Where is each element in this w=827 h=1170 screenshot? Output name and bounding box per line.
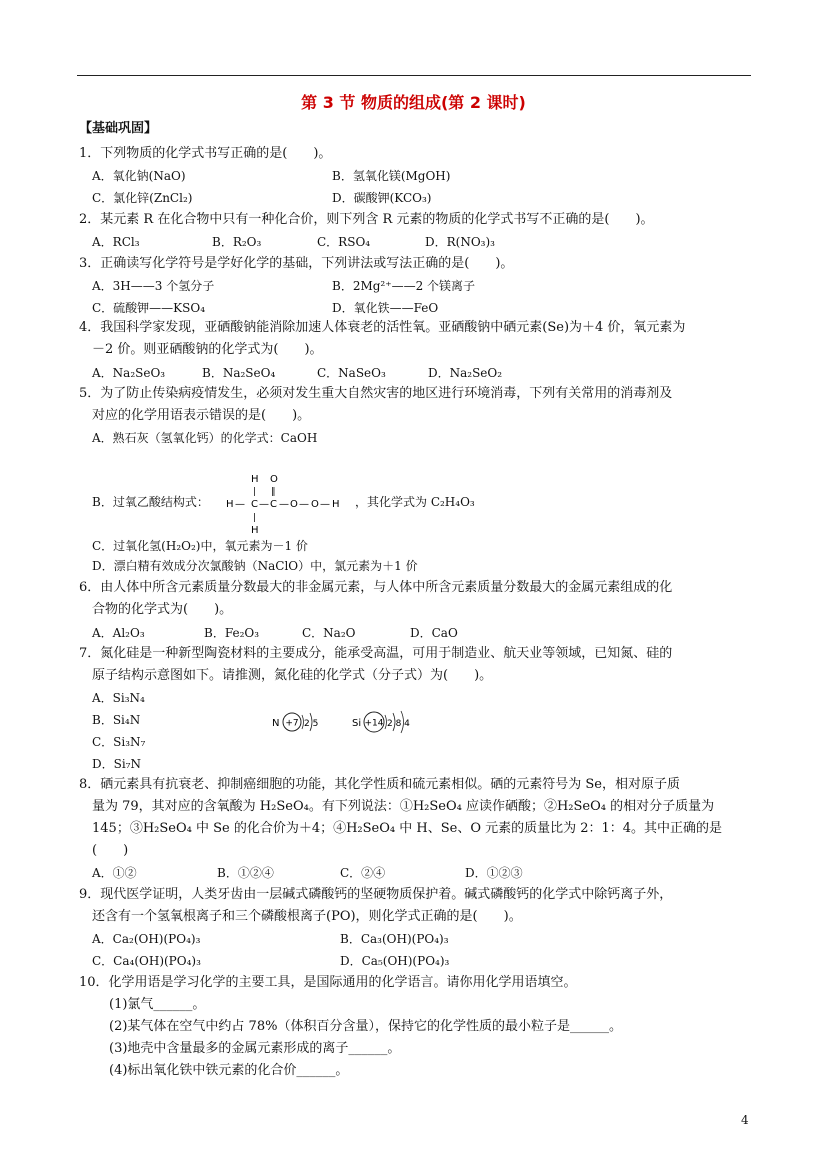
struct-c-2: C bbox=[270, 499, 277, 510]
q1-stem: 1．下列物质的化学式书写正确的是( )。 bbox=[79, 146, 332, 161]
q3-option-a: A．3H——3 个氢分子 bbox=[92, 279, 215, 293]
q2-stem: 2．某元素 R 在化合物中只有一种化合价，则下列含 R 元素的物质的化学式书写不正确的是( )。 bbox=[79, 212, 654, 227]
q8-option-c: C．②④ bbox=[340, 866, 386, 880]
page-number: 4 bbox=[741, 1113, 749, 1127]
struct-bond-bottom: | bbox=[253, 513, 257, 523]
section-heading: 【基础巩固】 bbox=[79, 121, 158, 136]
q9-stem-line2: 还含有一个氢氧根离子和三个磷酸根离子(PO)，则化学式正确的是( )。 bbox=[92, 909, 522, 924]
q10-part3: (3)地壳中含量最多的金属元素形成的离子______。 bbox=[109, 1041, 401, 1056]
struct-h-bottom: H bbox=[251, 525, 259, 536]
q9-stem-line1: 9．现代医学证明，人类牙齿由一层碱式磷酸钙的坚硬物质保护着。碱式磷酸钙的化学式中除钙离子外， bbox=[79, 887, 673, 902]
struct-dash-5: — bbox=[320, 499, 330, 510]
q4-stem-line2: －2 价。则亚硒酸钠的化学式为( )。 bbox=[92, 342, 323, 357]
q4-option-c: C．NaSeO₃ bbox=[317, 366, 386, 380]
struct-dash-3: — bbox=[279, 499, 289, 510]
q6-stem-line2: 合物的化学式为( )。 bbox=[92, 602, 233, 617]
q10-stem: 10．化学用语是学习化学的主要工具，是国际通用的化学语言。请你用化学用语填空。 bbox=[79, 975, 577, 990]
struct-h-right: H bbox=[332, 499, 340, 510]
q4-stem-line1: 4．我国科学家发现，亚硒酸钠能消除加速人体衰老的活性氧。亚硒酸钠中硒元素(Se)为＋4 价，氧元素为 bbox=[79, 320, 686, 335]
q8-option-b: B．①②④ bbox=[217, 866, 274, 880]
q1-option-d: D．碳酸钾(KCO₃) bbox=[332, 191, 432, 205]
q8-line2: 量为 79，其对应的含氧酸为 H₂SeO₄。有下列说法：①H₂SeO₄ 应读作硒酸；②H₂SeO₄ 的相对分子质量为 bbox=[92, 799, 715, 814]
q8-option-d: D．①②③ bbox=[465, 866, 523, 880]
q7-option-b: B．Si₄N bbox=[92, 713, 141, 727]
q5-option-d: D．漂白精有效成分次氯酸钠（NaClO）中，氯元素为＋1 价 bbox=[92, 559, 418, 573]
struct-c-1: C bbox=[251, 499, 258, 510]
q5-option-c: C．过氧化氢(H₂O₂)中，氧元素为－1 价 bbox=[92, 539, 308, 553]
struct-double-bond: ‖ bbox=[271, 487, 276, 497]
q10-part1: (1)氯气______。 bbox=[109, 997, 206, 1012]
q5-option-a: A．熟石灰（氢氧化钙）的化学式：CaOH bbox=[92, 431, 318, 445]
n-electron-shells: 2 5 bbox=[304, 719, 319, 729]
q8-line4: ( ) bbox=[92, 843, 129, 858]
atomic-structure-diagrams bbox=[270, 703, 420, 739]
q4-option-a: A．Na₂SeO₃ bbox=[92, 366, 166, 380]
q10-part2: (2)某气体在空气中约占 78%（体积百分含量），保持它的化学性质的最小粒子是______。 bbox=[109, 1019, 622, 1034]
q7-stem-line2: 原子结构示意图如下。请推测，氮化硅的化学式（分子式）为( )。 bbox=[92, 668, 493, 683]
q7-option-a: A．Si₃N₄ bbox=[92, 691, 145, 705]
struct-h-top: H bbox=[251, 474, 259, 485]
q6-option-a: A．Al₂O₃ bbox=[92, 626, 145, 640]
q3-option-d: D．氧化铁——FeO bbox=[332, 301, 439, 315]
q5-stem-line1: 5．为了防止传染病疫情发生，必须对发生重大自然灾害的地区进行环境消毒，下列有关常用的消毒剂及 bbox=[79, 386, 673, 401]
struct-o-1: O bbox=[290, 499, 298, 510]
q5-stem-line2: 对应的化学用语表示错误的是( )。 bbox=[92, 408, 311, 423]
struct-o-top: O bbox=[270, 474, 278, 485]
q3-option-b: B．2Mg²⁺——2 个镁离子 bbox=[332, 279, 476, 293]
q4-option-d: D．Na₂SeO₂ bbox=[428, 366, 503, 380]
q6-option-d: D．CaO bbox=[410, 626, 458, 640]
n-symbol: N bbox=[272, 718, 280, 729]
q8-option-a: A．①② bbox=[92, 866, 137, 880]
q1-option-b: B．氢氧化镁(MgOH) bbox=[332, 169, 451, 183]
q6-option-b: B．Fe₂O₃ bbox=[204, 626, 260, 640]
page-title: 第 3 节 物质的组成(第 2 课时) bbox=[301, 93, 526, 112]
struct-dash-1: — bbox=[235, 499, 245, 510]
si-nucleus-charge: +14 bbox=[364, 718, 384, 729]
q10-part4: (4)标出氧化铁中铁元素的化合价______。 bbox=[109, 1063, 349, 1078]
q8-line1: 8．硒元素具有抗衰老、抑制癌细胞的功能，其化学性质和硫元素相似。硒的元素符号为 Se，相对原子质 bbox=[79, 777, 681, 792]
si-electron-shells: 2 8 4 bbox=[387, 719, 410, 729]
q1-option-c: C．氯化锌(ZnCl₂) bbox=[92, 191, 193, 205]
q7-option-d: D．Si₇N bbox=[92, 757, 141, 771]
header-rule bbox=[77, 75, 751, 76]
q1-option-a: A．氧化钠(NaO) bbox=[92, 169, 186, 183]
q2-option-c: C．RSO₄ bbox=[317, 235, 371, 249]
silicon-atom-diagram bbox=[352, 711, 410, 733]
q3-option-c: C．硫酸钾——KSO₄ bbox=[92, 301, 206, 315]
q9-option-b: B．Ca₃(OH)(PO₄)₃ bbox=[340, 932, 449, 946]
nitrogen-atom-diagram bbox=[272, 713, 318, 731]
si-symbol: Si bbox=[352, 718, 362, 729]
q6-option-c: C．Na₂O bbox=[302, 626, 356, 640]
q2-option-d: D．R(NO₃)₃ bbox=[425, 235, 495, 249]
q5-option-b-suffix: ，其化学式为 C₂H₄O₃ bbox=[355, 495, 475, 509]
q6-stem-line1: 6．由人体中所含元素质量分数最大的非金属元素，与人体中所含元素质量分数最大的金属元素组成的化 bbox=[79, 580, 673, 595]
n-nucleus-charge: +7 bbox=[285, 718, 299, 729]
q7-stem-line1: 7．氮化硅是一种新型陶瓷材料的主要成分，能承受高温，可用于制造业、航天业等领域，已知氮、硅的 bbox=[79, 646, 673, 661]
struct-h-left: H bbox=[226, 499, 234, 510]
q8-line3: 145；③H₂SeO₄ 中 Se 的化合价为＋4；④H₂SeO₄ 中 H、Se、O 元素的质量比为 2：1：4。其中正确的是 bbox=[92, 821, 723, 836]
struct-dash-2: — bbox=[259, 499, 269, 510]
q2-option-a: A．RCl₃ bbox=[92, 235, 140, 249]
struct-dash-4: — bbox=[299, 499, 309, 510]
q2-option-b: B．R₂O₃ bbox=[212, 235, 262, 249]
q7-option-c: C．Si₃N₇ bbox=[92, 735, 146, 749]
q3-stem: 3．正确读写化学符号是学好化学的基础，下列讲法或写法正确的是( )。 bbox=[79, 256, 514, 271]
struct-o-2: O bbox=[311, 499, 319, 510]
q5-option-b-prefix: B．过氧乙酸结构式： bbox=[92, 495, 209, 509]
struct-bond-top: | bbox=[253, 487, 257, 497]
q9-option-c: C．Ca₄(OH)(PO₄)₃ bbox=[92, 954, 201, 968]
peracetic-acid-structure-diagram bbox=[224, 470, 364, 536]
q9-option-d: D．Ca₅(OH)(PO₄)₃ bbox=[340, 954, 450, 968]
q9-option-a: A．Ca₂(OH)(PO₄)₃ bbox=[92, 932, 201, 946]
q4-option-b: B．Na₂SeO₄ bbox=[202, 366, 276, 380]
